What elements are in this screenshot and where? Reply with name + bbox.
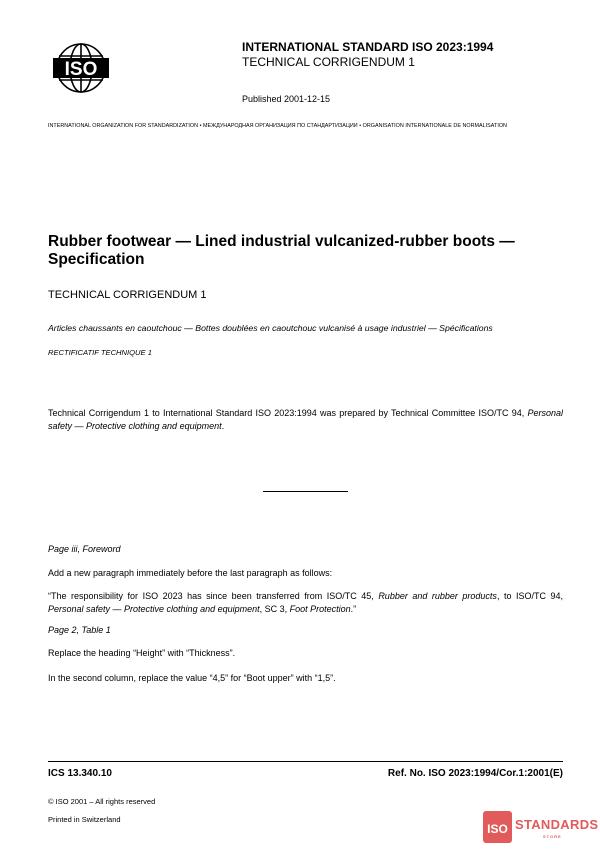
title-line-1: Rubber footwear — Lined industrial vulcanized-rubber boots —	[48, 233, 515, 250]
reference-number: Ref. No. ISO 2023:1994/Cor.1:2001(E)	[387, 768, 563, 779]
table-instruction-1: Replace the heading “Height” with “Thickness”.	[48, 648, 236, 658]
title-corrigendum: TECHNICAL CORRIGENDUM 1	[48, 289, 207, 301]
printed-in: Printed in Switzerland	[48, 815, 121, 824]
intro-committee-title: Personal safety — Protective clothing and equipment	[48, 408, 563, 431]
quote-foot-protection: Foot Protection	[289, 604, 351, 614]
watermark-iso-logo	[483, 811, 512, 843]
quote-rubber-products: Rubber and rubber products	[378, 591, 497, 601]
quote-part-4: .”	[350, 604, 357, 614]
quote-part-1: “The responsibility for ISO 2023 has since been transferred from ISO/TC 45,	[48, 591, 379, 601]
intro-suffix: .	[221, 421, 225, 431]
quote-part-3: , SC 3,	[259, 604, 290, 614]
intro-paragraph	[48, 407, 563, 433]
footer-rule	[48, 761, 563, 762]
french-title: Articles chaussants en caoutchouc — Bottes doublées en caoutchouc vulcanisé à usage industriel — Spécifications	[48, 323, 493, 333]
document-title	[48, 233, 568, 269]
french-corrigendum: RECTIFICATIF TECHNIQUE 1	[48, 348, 152, 357]
organizations-line: INTERNATIONAL ORGANIZATION FOR STANDARDIZATION • МЕЖДУНАРОДНАЯ ОРГАНИЗАЦИЯ ПО СТАНДАРТИЗАЦИИ • ORGANISATION INTERNATIONALE DE NORMALISATION	[48, 123, 507, 129]
section-heading-foreword: Page iii, Foreword	[48, 544, 121, 554]
iso-logo	[47, 41, 115, 97]
intro-prefix: Technical Corrigendum 1 to International Standard ISO 2023:1994 was prepared by Technical Committee ISO/TC 94,	[48, 408, 528, 418]
watermark-store: STORE	[543, 834, 562, 839]
foreword-instruction: Add a new paragraph immediately before the last paragraph as follows:	[48, 568, 333, 578]
copyright: © ISO 2001 – All rights reserved	[48, 797, 156, 806]
svg-text:ISO: ISO	[64, 59, 98, 80]
ics-code: ICS 13.340.10	[48, 768, 112, 779]
corrigendum-label: TECHNICAL CORRIGENDUM 1	[242, 55, 415, 69]
published-date: Published 2001-12-15	[242, 94, 331, 104]
foreword-quote	[48, 590, 563, 616]
section-divider	[263, 491, 348, 492]
standard-title: INTERNATIONAL STANDARD ISO 2023:1994	[242, 40, 494, 54]
section-heading-table: Page 2, Table 1	[48, 625, 111, 635]
watermark-brand: STANDARDS	[515, 817, 599, 832]
table-instruction-2: In the second column, replace the value “4,5” for “Boot upper” with “1,5”.	[48, 673, 336, 683]
svg-text:ISO: ISO	[487, 822, 508, 836]
title-line-2: Specification	[48, 251, 145, 268]
watermark	[483, 811, 599, 845]
quote-part-2: , to ISO/TC 94,	[496, 591, 563, 601]
quote-personal-safety: Personal safety — Protective clothing and equipment	[48, 604, 260, 614]
